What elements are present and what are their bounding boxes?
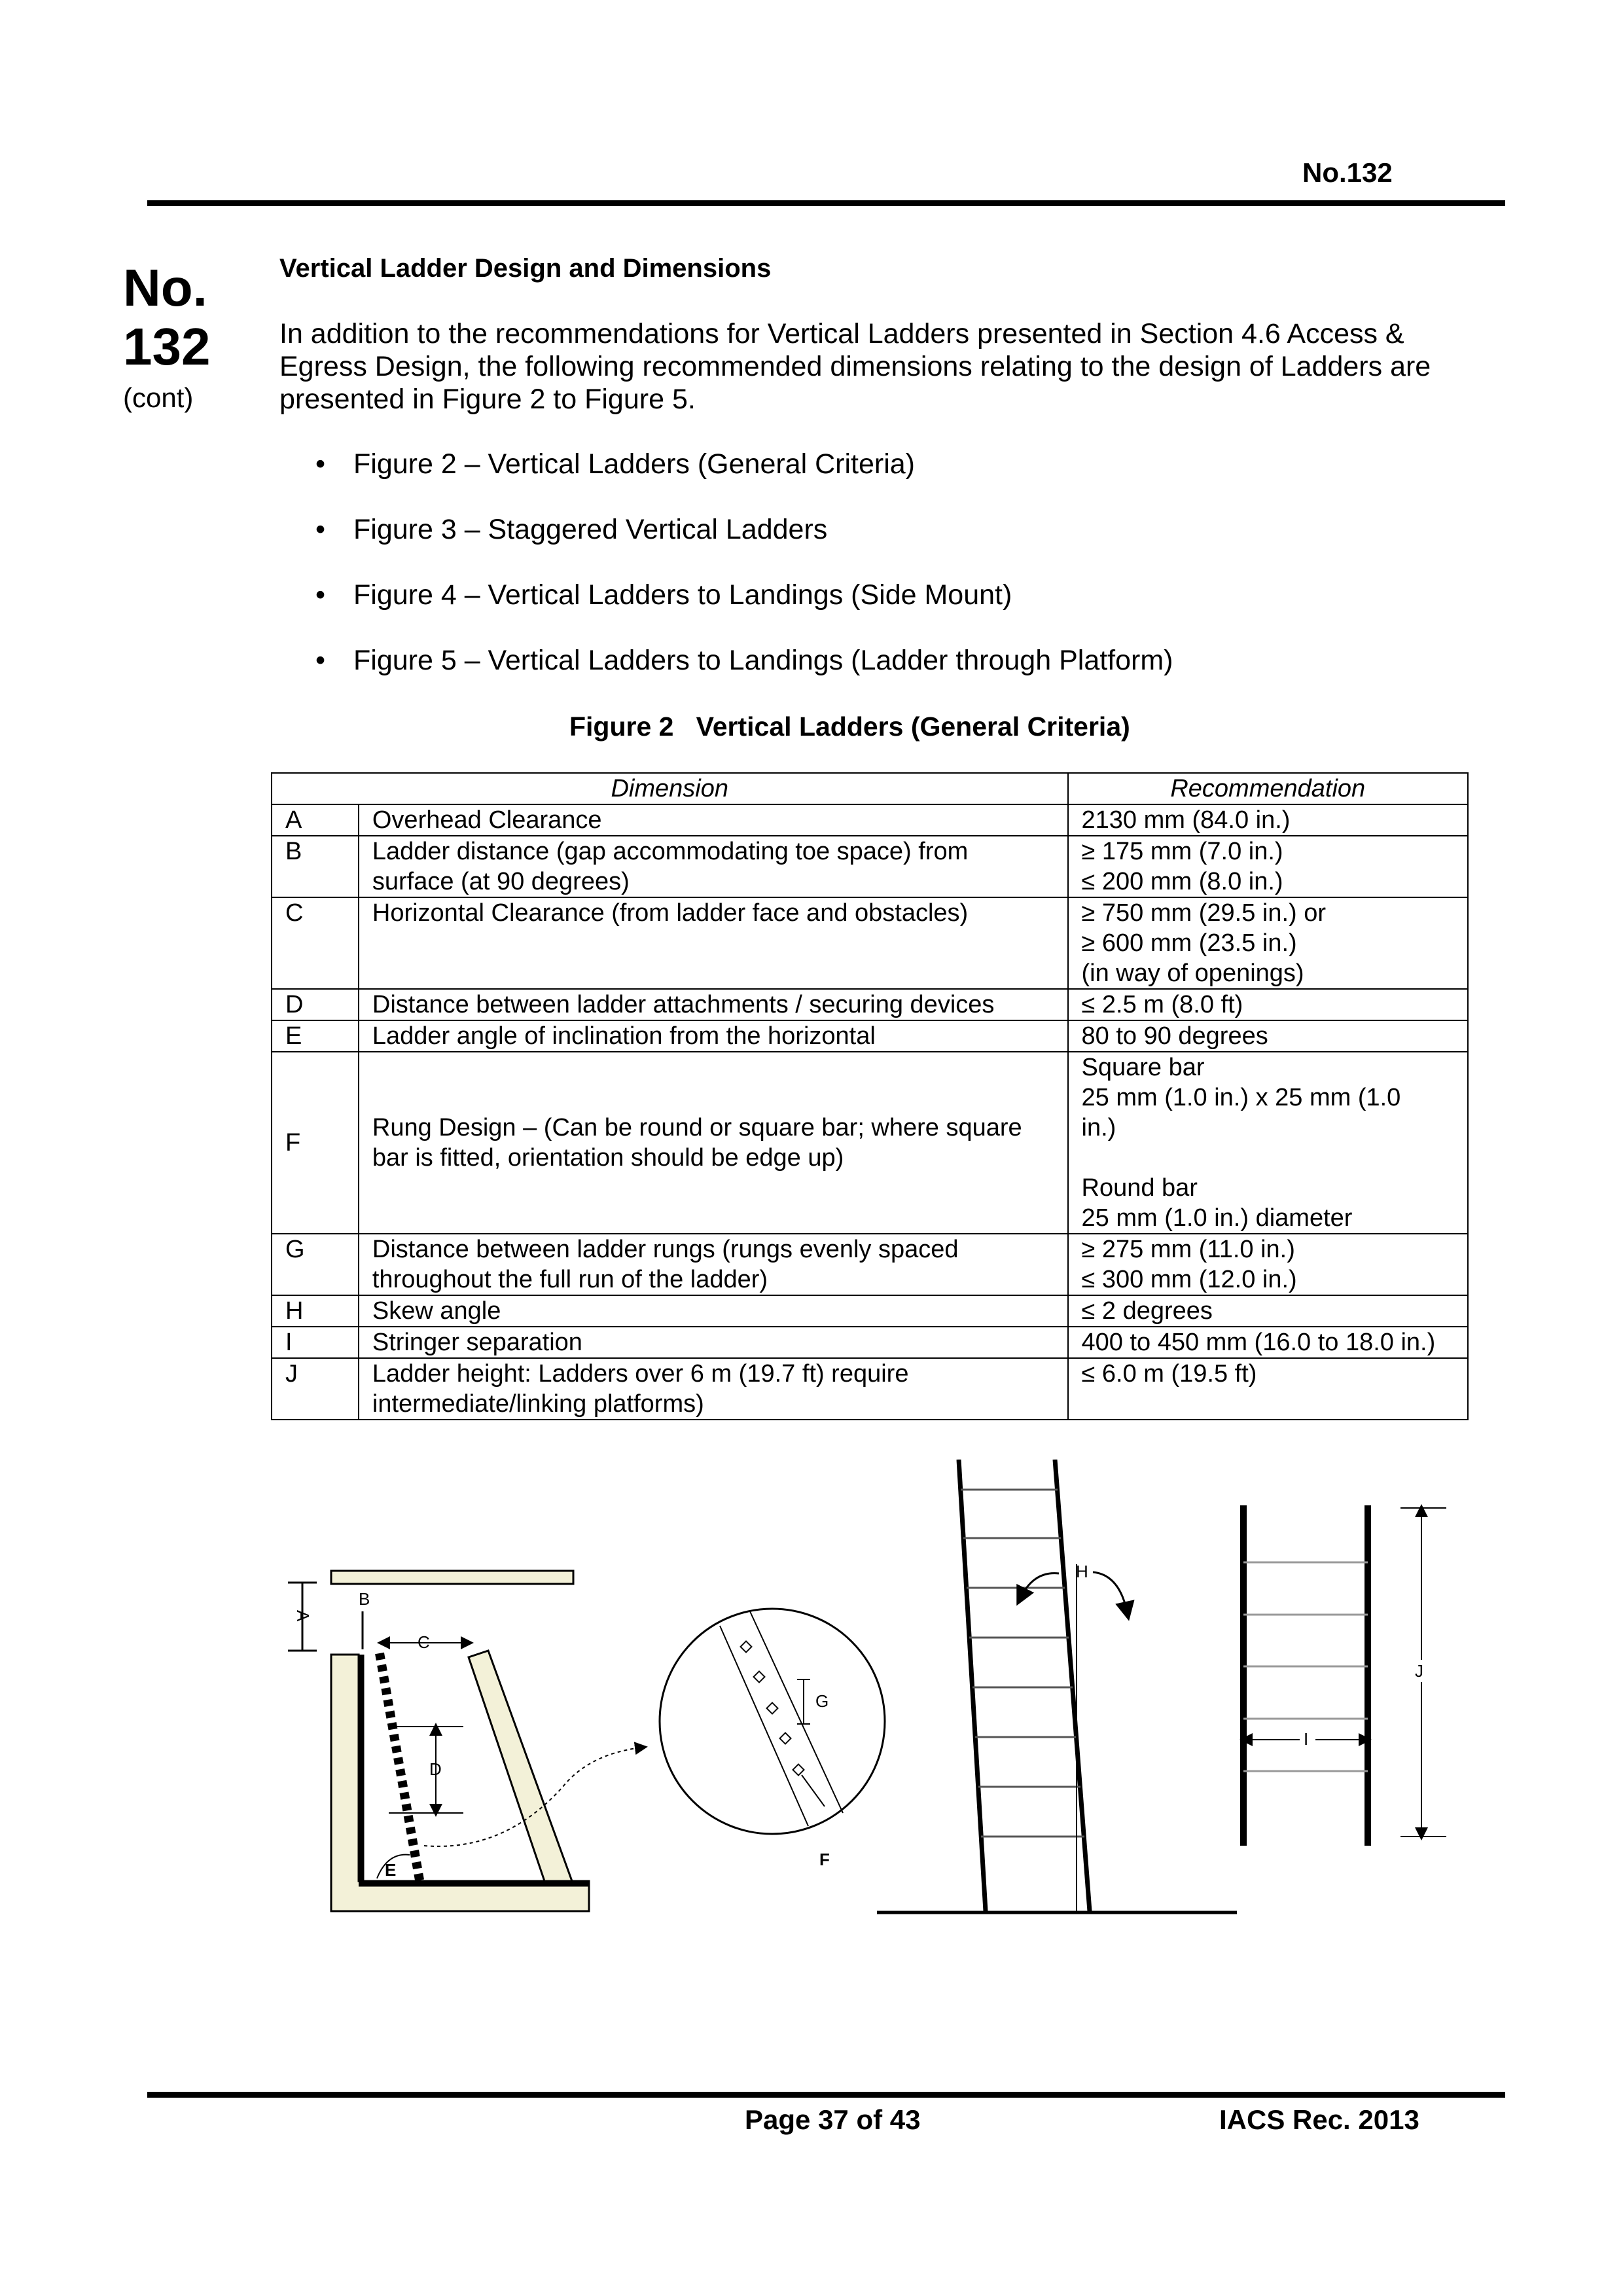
row-key: F — [272, 1052, 359, 1234]
list-item — [315, 645, 1173, 677]
cell-line: Ladder height: Ladders over 6 m (19.7 ft) require — [372, 1360, 909, 1388]
cell-line: Distance between ladder attachments / securing devices — [372, 991, 995, 1018]
row-dimension — [359, 1295, 1068, 1327]
row-key: J — [272, 1358, 359, 1420]
row-key: B — [272, 836, 359, 897]
side-label-no: No. — [123, 259, 207, 317]
cell-line: Overhead Clearance — [372, 806, 602, 834]
table-row — [272, 989, 1468, 1020]
cell-line: Distance between ladder rungs (rungs evenly spaced — [372, 1236, 959, 1263]
cell-line: ≤ 6.0 m (19.5 ft) — [1081, 1360, 1257, 1388]
row-recommendation — [1068, 1295, 1469, 1327]
bullet-text: Figure 2 – Vertical Ladders (General Criteria) — [353, 448, 915, 480]
cell-line: throughout the full run of the ladder) — [372, 1266, 768, 1293]
footer-page-number: Page 37 of 43 — [745, 2104, 921, 2135]
row-key: A — [272, 804, 359, 836]
ladder-stringer-left — [959, 1460, 986, 1911]
row-key: D — [272, 989, 359, 1020]
cell-line: ≥ 600 mm (23.5 in.) — [1081, 929, 1297, 957]
cell-line: 25 mm (1.0 in.) diameter — [1081, 1204, 1353, 1232]
label-c: C — [418, 1632, 430, 1652]
row-dimension — [359, 1234, 1068, 1295]
row-key: G — [272, 1234, 359, 1295]
ladder-stringer-right — [1055, 1460, 1090, 1911]
overhead-structure — [331, 1571, 573, 1584]
skew-arc-left — [1021, 1573, 1059, 1597]
row-key: C — [272, 897, 359, 989]
cell-line: bar is fitted, orientation should be edge up) — [372, 1144, 844, 1172]
label-e: E — [385, 1860, 397, 1880]
table-header-row — [272, 773, 1468, 804]
label-j: J — [1415, 1661, 1423, 1681]
table-row — [272, 1327, 1468, 1358]
cell-line: Stringer separation — [372, 1329, 582, 1356]
row-dimension — [359, 804, 1068, 836]
detail-circle-outline — [660, 1609, 885, 1834]
label-i: I — [1304, 1729, 1309, 1749]
table-row — [272, 897, 1468, 989]
header-dimension: Dimension — [272, 773, 1068, 804]
bullet-icon: • — [315, 645, 326, 676]
figure-title: Vertical Ladders (General Criteria) — [696, 711, 1130, 742]
bullet-icon: • — [315, 579, 326, 611]
row-dimension — [359, 897, 1068, 989]
section-heading: Vertical Ladder Design and Dimensions — [279, 254, 772, 283]
bullet-text: Figure 5 – Vertical Ladders to Landings (Ladder through Platform) — [353, 645, 1173, 676]
cell-line: ≤ 300 mm (12.0 in.) — [1081, 1266, 1297, 1293]
cell-line: Rung Design – (Can be round or square bar; where square — [372, 1114, 1022, 1141]
table-row — [272, 1052, 1468, 1234]
table-row — [272, 1020, 1468, 1052]
header-recommendation: Recommendation — [1068, 773, 1469, 804]
row-recommendation — [1068, 897, 1469, 989]
header-doc-number: No.132 — [1302, 157, 1393, 188]
cell-line: ≤ 2 degrees — [1081, 1297, 1213, 1325]
label-a: A — [293, 1610, 313, 1622]
figure-number: Figure 2 — [569, 711, 674, 742]
figure-caption — [569, 711, 1130, 742]
obstacle-beam — [469, 1651, 572, 1881]
row-recommendation — [1068, 836, 1469, 897]
cell-line: ≤ 2.5 m (8.0 ft) — [1081, 991, 1243, 1018]
skew-view-figure — [877, 1460, 1237, 1912]
list-item — [315, 514, 827, 546]
cell-line: ≥ 750 mm (29.5 in.) or — [1081, 899, 1327, 927]
cell-line: ≥ 275 mm (11.0 in.) — [1081, 1236, 1295, 1263]
cell-line: Round bar — [1081, 1174, 1198, 1202]
row-dimension — [359, 1358, 1068, 1420]
dimensions-table — [271, 772, 1469, 1420]
side-label-cont: (cont) — [123, 382, 194, 413]
rung-detail-circle — [660, 1609, 885, 1869]
table-row — [272, 1234, 1468, 1295]
label-h: H — [1076, 1562, 1088, 1581]
side-label-number: 132 — [123, 317, 211, 376]
intro-paragraph: In addition to the recommendations for Vertical Ladders presented in Section 4.6 Access & Egress Design, the following recommended dimensions relating to the design of Ladders are presented in Figure 2 to Figure 5. — [279, 318, 1431, 415]
cell-line: Square bar — [1081, 1054, 1205, 1081]
bullet-text: Figure 4 – Vertical Ladders to Landings (Side Mount) — [353, 579, 1012, 611]
ladder-side-view — [380, 1653, 420, 1884]
cell-line: 80 to 90 degrees — [1081, 1022, 1268, 1050]
table-row — [272, 836, 1468, 897]
cell-line: Skew angle — [372, 1297, 501, 1325]
row-recommendation — [1068, 989, 1469, 1020]
table-row — [272, 804, 1468, 836]
table-row — [272, 1358, 1468, 1420]
cell-line: Ladder angle of inclination from the horizontal — [372, 1022, 876, 1050]
cell-line: in.) — [1081, 1114, 1116, 1141]
list-item — [315, 448, 915, 480]
row-recommendation — [1068, 1020, 1469, 1052]
footer-rule — [147, 2092, 1505, 2098]
label-f: F — [819, 1850, 830, 1869]
row-dimension — [359, 1327, 1068, 1358]
cell-line: intermediate/linking platforms) — [372, 1390, 704, 1418]
label-d: D — [429, 1759, 442, 1779]
row-key: E — [272, 1020, 359, 1052]
cell-line: Horizontal Clearance (from ladder face and obstacles) — [372, 899, 969, 927]
row-key: I — [272, 1327, 359, 1358]
row-dimension — [359, 989, 1068, 1020]
row-key: H — [272, 1295, 359, 1327]
row-recommendation — [1068, 1052, 1469, 1234]
cell-line: 25 mm (1.0 in.) x 25 mm (1.0 — [1081, 1084, 1401, 1111]
front-view-figure — [1243, 1505, 1446, 1846]
row-recommendation — [1068, 1358, 1469, 1420]
cell-line: (in way of openings) — [1081, 960, 1304, 987]
table-row — [272, 1295, 1468, 1327]
skew-arc-right — [1093, 1572, 1127, 1611]
side-view-figure — [288, 1571, 641, 1911]
footer-organization: IACS Rec. 2013 — [1219, 2104, 1419, 2135]
cell-line: ≤ 200 mm (8.0 in.) — [1081, 868, 1283, 895]
list-item — [315, 579, 1012, 611]
bullet-icon: • — [315, 448, 326, 480]
row-recommendation — [1068, 1327, 1469, 1358]
label-b: B — [359, 1589, 370, 1609]
cell-line: 400 to 450 mm (16.0 to 18.0 in.) — [1081, 1329, 1436, 1356]
row-dimension — [359, 1052, 1068, 1234]
row-dimension — [359, 836, 1068, 897]
header-rule — [147, 200, 1505, 206]
row-recommendation — [1068, 1234, 1469, 1295]
cell-line: 2130 mm (84.0 in.) — [1081, 806, 1291, 834]
cell-line — [1082, 1143, 1455, 1173]
bullet-text: Figure 3 – Staggered Vertical Ladders — [353, 514, 828, 545]
row-dimension — [359, 1020, 1068, 1052]
cell-line: ≥ 175 mm (7.0 in.) — [1081, 838, 1283, 865]
label-g: G — [815, 1691, 829, 1711]
cell-line: Ladder distance (gap accommodating toe space) from — [372, 838, 969, 865]
bullet-icon: • — [315, 514, 326, 545]
ladder-diagram — [249, 1460, 1479, 1924]
cell-line: surface (at 90 degrees) — [372, 868, 630, 895]
row-recommendation — [1068, 804, 1469, 836]
